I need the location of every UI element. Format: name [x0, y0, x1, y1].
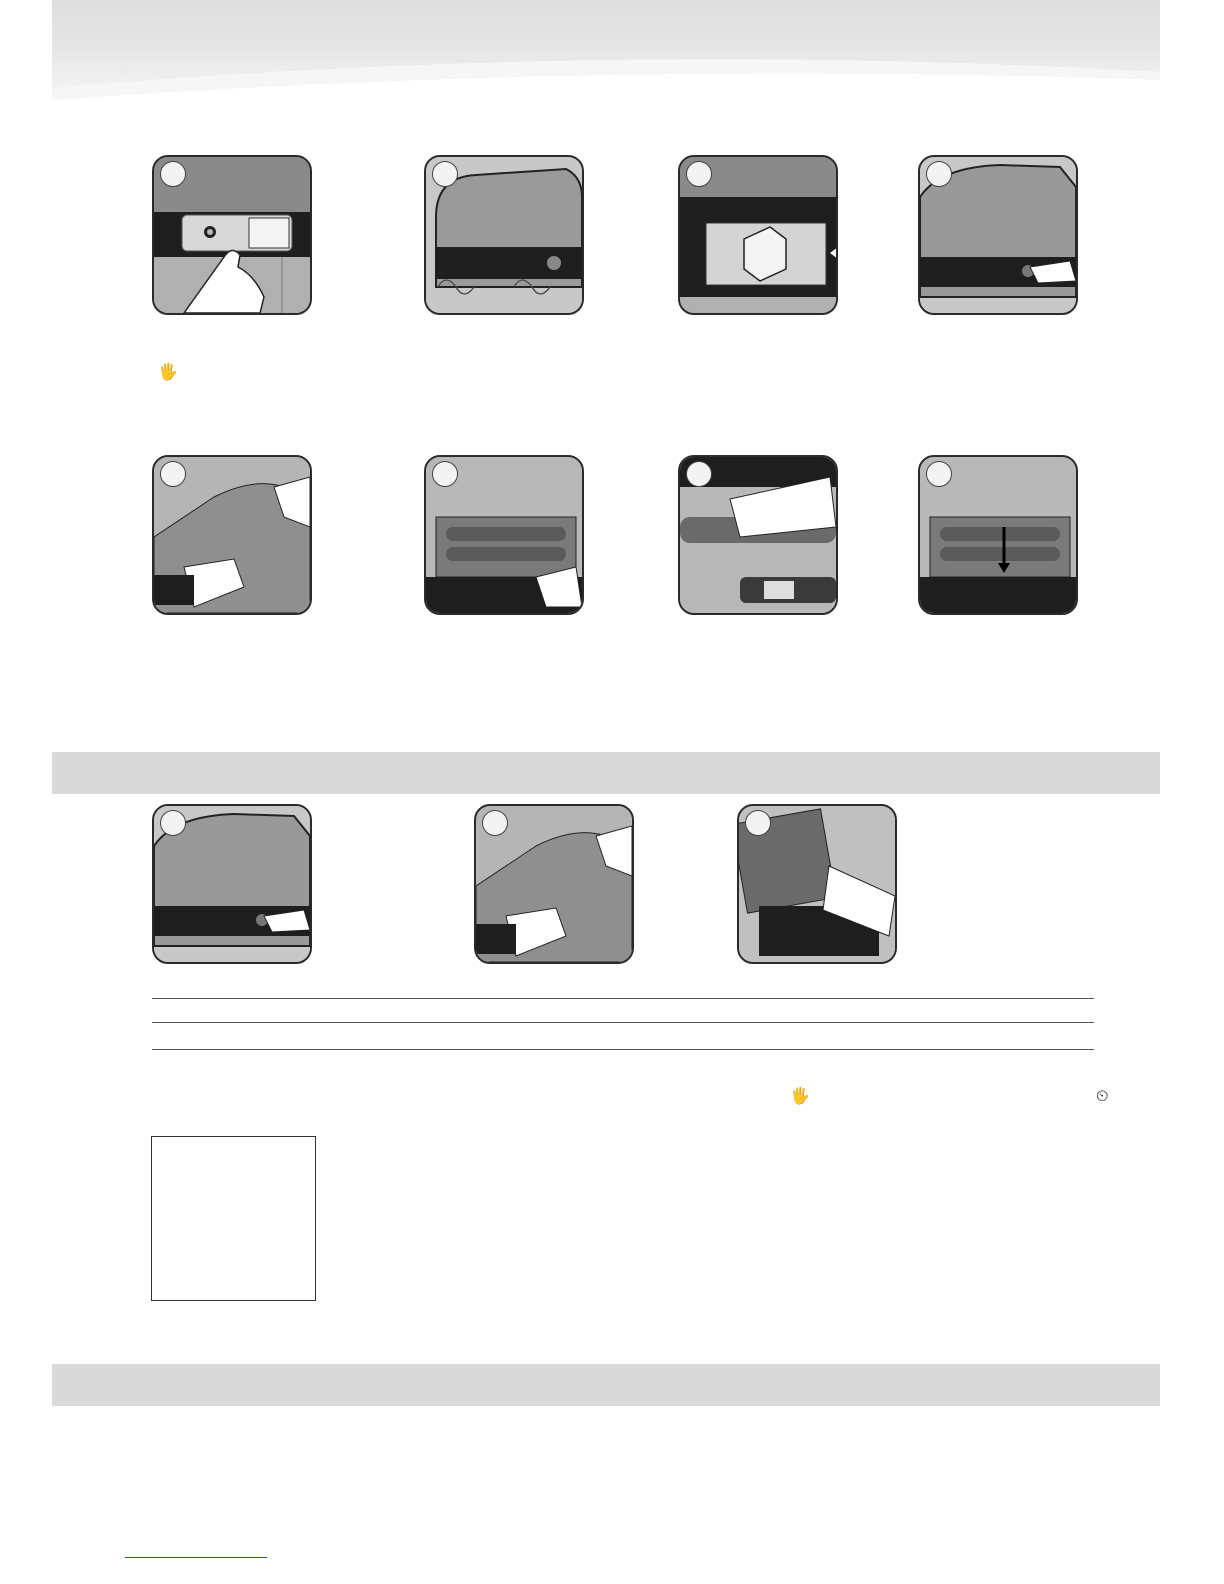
step-number-circle	[432, 461, 458, 487]
jam-step-2-illustration	[474, 804, 634, 964]
step-number-circle	[686, 161, 712, 187]
footer-link-underline[interactable]	[125, 1557, 267, 1558]
table-rule	[152, 998, 1094, 999]
timer-icon: ⏲	[1096, 1088, 1109, 1105]
step-number-circle	[745, 810, 771, 836]
step-2-illustration	[424, 155, 584, 315]
header-band	[52, 0, 1160, 125]
jam-step-1-illustration	[152, 804, 312, 964]
step-1-illustration	[152, 155, 312, 315]
note-box	[151, 1136, 316, 1301]
step-7-illustration	[678, 455, 838, 615]
step-6-illustration	[424, 455, 584, 615]
step-4-illustration	[918, 155, 1078, 315]
step-number-circle	[160, 461, 186, 487]
jam-step-3-illustration	[737, 804, 897, 964]
hand-icon: 🖐	[158, 364, 178, 381]
step-number-circle	[160, 810, 186, 836]
step-number-circle	[926, 161, 952, 187]
step-3-illustration	[678, 155, 838, 315]
section-header-bar	[52, 752, 1160, 794]
step-number-circle	[160, 161, 186, 187]
step-5-illustration	[152, 455, 312, 615]
hand-icon: 🖐	[790, 1088, 810, 1105]
table-rule	[152, 1049, 1094, 1050]
section-header-bar	[52, 1364, 1160, 1406]
step-number-circle	[926, 461, 952, 487]
step-number-circle	[686, 461, 712, 487]
step-number-circle	[432, 161, 458, 187]
step-8-illustration	[918, 455, 1078, 615]
table-rule	[152, 1022, 1094, 1023]
step-number-circle	[482, 810, 508, 836]
